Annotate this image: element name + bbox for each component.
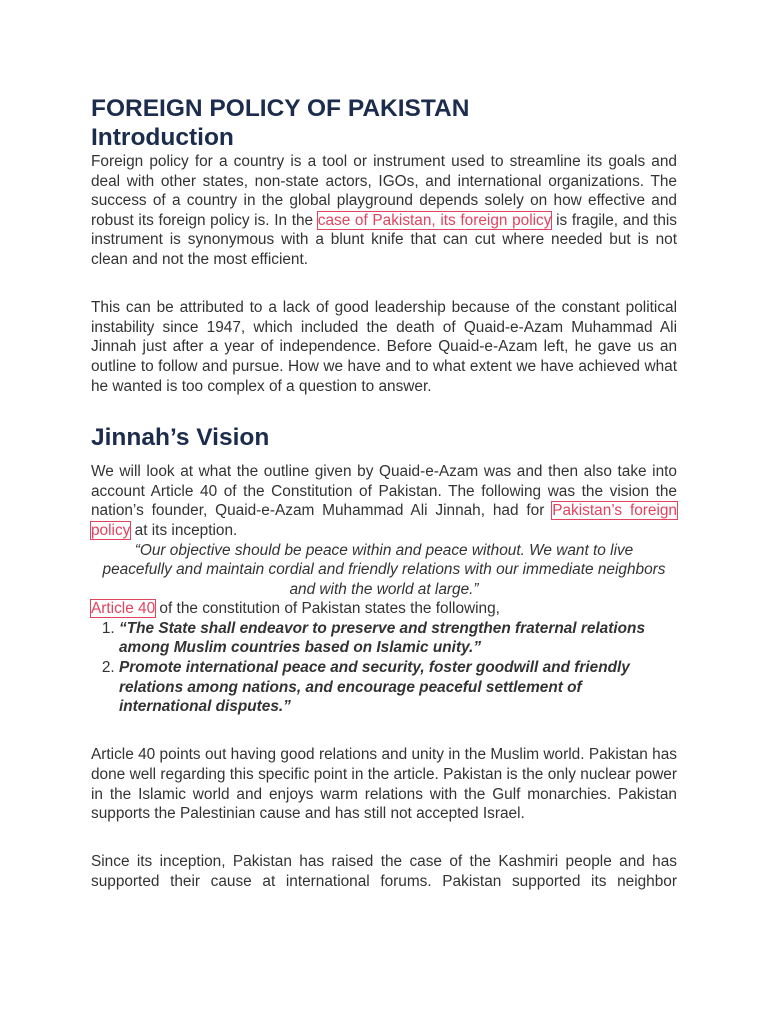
list-item: 2. Promote international peace and security, foster goodwill and friendly relations among nations, and encourage peaceful settlement of international disputes.” [119, 658, 677, 717]
intro-p1-text-before: Foreign policy for a country is a tool or instrument used to streamline its goals and deal with other states, non-state actors, IGOs, and international organizations. The success of a country in the global playground depends solely on how effective and robust its foreign policy is. In the [91, 153, 677, 229]
case-of-pakistan-link[interactable]: case of Pakistan, its foreign policy [317, 211, 552, 229]
document-page [91, 94, 677, 892]
vision-heading: Jinnah’s Vision [91, 424, 270, 452]
article-40-link[interactable]: Article 40 [91, 600, 156, 618]
intro-paragraph-1 [91, 152, 677, 270]
intro-heading: Introduction [91, 124, 234, 151]
article-40-list [91, 619, 677, 717]
intro-p1-text-after: is fragile, and this instrument is synonymous with a blunt knife that can cut where needed but is not clean and not the most efficient. [91, 211, 677, 268]
jinnah-quote: “Our objective should be peace within and peace without. We want to live peacefully and maintain cordial and friendly relations with our immediate neighbors and with the world at large.” [102, 541, 666, 598]
vision-p1-text-before: We will look at what the outline given by Quaid-e-Azam was and then also take into account Article 40 of the Constitution of Pakistan. The following was the vision the nation’s founder, Quaid-e-Azam Muhammad Ali Jinnah, had for [91, 463, 677, 520]
article-intro-text: of the constitution of Pakistan states the following, [155, 600, 500, 618]
vision-p1-text-after: at its inception. [130, 521, 238, 539]
kashmir-paragraph: Since its inception, Pakistan has raised the case of the Kashmiri people and has supported their cause at international forums. Pakistan supported its neighbor [91, 853, 677, 890]
article-intro [91, 599, 677, 619]
vision-paragraph [91, 462, 677, 540]
article-40-paragraph: Article 40 points out having good relations and unity in the Muslim world. Pakistan has done well regarding this specific point in the article. Pakistan is the only nuclear power in the Islamic world and enjoys warm relations with the Gulf monarchies. Pakistan supports the Palestinian cause and has still not accepted Israel. [91, 746, 677, 823]
list-item: 1. “The State shall endeavor to preserve and strengthen fraternal relations among Muslim countries based on Islamic unity.” [119, 619, 677, 658]
document-title: FOREIGN POLICY OF PAKISTAN [91, 95, 470, 122]
intro-paragraph-2: This can be attributed to a lack of good leadership because of the constant political instability since 1947, which included the death of Quaid-e-Azam Muhammad Ali Jinnah just after a year of independence. Before Quaid-e-Azam left, he gave us an outline to follow and pursue. How we have and to what extent we have achieved what he wanted is too complex of a question to answer. [91, 299, 677, 395]
pakistans-foreign-policy-link[interactable]: Pakistan’s foreign policy [91, 502, 677, 539]
